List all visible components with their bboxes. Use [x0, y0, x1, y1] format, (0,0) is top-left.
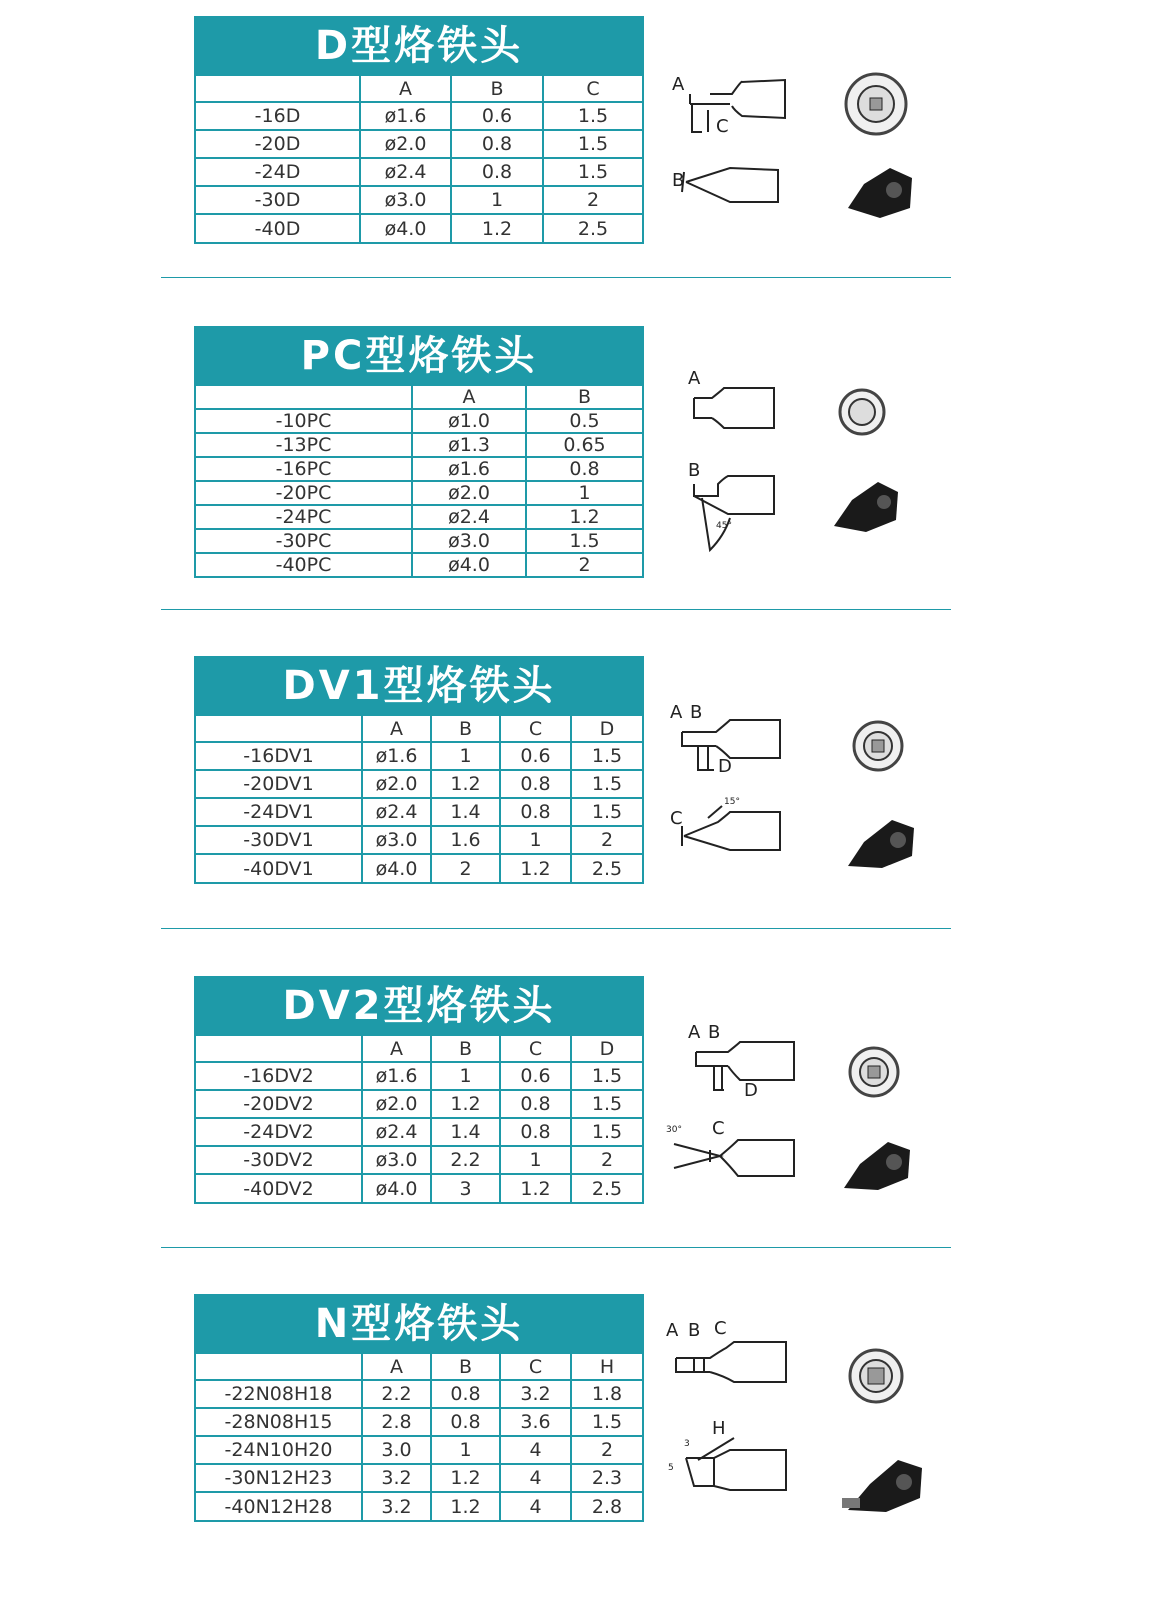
- table-row: [196, 102, 642, 130]
- dimension-table: [196, 384, 642, 576]
- model-cell: -20DV1: [196, 770, 362, 798]
- model-cell: -20PC: [196, 481, 412, 505]
- model-cell: -40DV1: [196, 854, 362, 882]
- diagram-label: B: [688, 1320, 701, 1341]
- value-cell: 3.0: [362, 1436, 431, 1464]
- value-cell: 1.2: [500, 854, 571, 882]
- value-cell: 3.2: [362, 1464, 431, 1492]
- header-cell: B: [526, 385, 642, 409]
- value-cell: ø2.4: [360, 158, 451, 186]
- model-cell: -40D: [196, 214, 360, 242]
- header-cell: [196, 75, 360, 102]
- header-cell: A: [362, 715, 431, 742]
- value-cell: 2: [571, 826, 642, 854]
- header-cell: A: [362, 1353, 431, 1380]
- tip-photo: [826, 376, 906, 536]
- header-cell: [196, 385, 412, 409]
- value-cell: 1.5: [526, 529, 642, 553]
- model-cell: -40DV2: [196, 1174, 362, 1202]
- dimension-table: [196, 74, 642, 242]
- value-cell: 4: [500, 1436, 571, 1464]
- table-row: [196, 409, 642, 433]
- value-cell: 1: [431, 742, 500, 770]
- value-cell: 1: [431, 1062, 500, 1090]
- model-cell: -28N08H15: [196, 1408, 362, 1436]
- diagram-label: D: [744, 1080, 758, 1101]
- model-cell: -24N10H20: [196, 1436, 362, 1464]
- angle-label: 15°: [724, 797, 740, 807]
- header-cell: C: [500, 715, 571, 742]
- value-cell: ø3.0: [362, 1146, 431, 1174]
- table-row: [196, 1492, 642, 1520]
- table-row: [196, 1380, 642, 1408]
- value-cell: ø1.6: [360, 102, 451, 130]
- table-row: [196, 798, 642, 826]
- table-row: [196, 826, 642, 854]
- tip-dimension-drawing: [666, 1020, 816, 1200]
- table-row: [196, 553, 642, 576]
- value-cell: 2.2: [362, 1380, 431, 1408]
- table-row: [196, 158, 642, 186]
- value-cell: ø4.0: [412, 553, 526, 576]
- diagram-label: B: [690, 702, 703, 723]
- tip-dimension-drawing: [678, 366, 798, 556]
- value-cell: 0.65: [526, 433, 642, 457]
- value-cell: ø3.0: [362, 826, 431, 854]
- table-row: [196, 457, 642, 481]
- spec-table-pc: [194, 326, 644, 578]
- model-cell: -30DV1: [196, 826, 362, 854]
- spec-table-dv1: [194, 656, 644, 884]
- value-cell: 3.2: [500, 1380, 571, 1408]
- value-cell: 1.8: [571, 1380, 642, 1408]
- value-cell: 1.5: [571, 1118, 642, 1146]
- value-cell: 3.2: [362, 1492, 431, 1520]
- value-cell: 1: [526, 481, 642, 505]
- diagram-label: C: [670, 808, 683, 829]
- model-cell: -16DV1: [196, 742, 362, 770]
- model-cell: -20DV2: [196, 1090, 362, 1118]
- section-title: D型烙铁头: [196, 18, 642, 74]
- header-cell: B: [451, 75, 543, 102]
- model-cell: -30PC: [196, 529, 412, 553]
- value-cell: 1: [451, 186, 543, 214]
- section-divider: [161, 277, 951, 278]
- value-cell: 1.2: [431, 1090, 500, 1118]
- section-title: PC型烙铁头: [196, 328, 642, 384]
- value-cell: 1.2: [500, 1174, 571, 1202]
- value-cell: 1.5: [571, 1408, 642, 1436]
- header-cell: D: [571, 1035, 642, 1062]
- table-row: [196, 1090, 642, 1118]
- model-cell: -16PC: [196, 457, 412, 481]
- diagram-label: 5: [668, 1463, 674, 1473]
- section-title: N型烙铁头: [196, 1296, 642, 1352]
- table-header-row: [196, 715, 642, 742]
- value-cell: 1.5: [571, 742, 642, 770]
- table-row: [196, 1464, 642, 1492]
- header-cell: A: [360, 75, 451, 102]
- spec-table-n: [194, 1294, 644, 1522]
- table-row: [196, 742, 642, 770]
- value-cell: 0.8: [431, 1408, 500, 1436]
- value-cell: 1: [500, 826, 571, 854]
- header-cell: [196, 715, 362, 742]
- value-cell: ø2.0: [362, 1090, 431, 1118]
- model-cell: -30DV2: [196, 1146, 362, 1174]
- value-cell: 2.8: [362, 1408, 431, 1436]
- model-cell: -24DV1: [196, 798, 362, 826]
- diagram-label: B: [672, 170, 685, 191]
- value-cell: 3.6: [500, 1408, 571, 1436]
- model-cell: -16D: [196, 102, 360, 130]
- value-cell: 1.2: [431, 1464, 500, 1492]
- table-row: [196, 1436, 642, 1464]
- table-header-row: [196, 385, 642, 409]
- model-cell: -30D: [196, 186, 360, 214]
- angle-label: 45°: [716, 521, 732, 531]
- value-cell: 1.5: [571, 1090, 642, 1118]
- diagram-label: A: [670, 702, 683, 723]
- header-cell: H: [571, 1353, 642, 1380]
- model-cell: -24D: [196, 158, 360, 186]
- section-divider: [161, 609, 951, 610]
- dimension-table: [196, 714, 642, 882]
- value-cell: ø2.4: [362, 798, 431, 826]
- value-cell: 1: [500, 1146, 571, 1174]
- table-header-row: [196, 1353, 642, 1380]
- value-cell: 2: [571, 1146, 642, 1174]
- header-cell: A: [362, 1035, 431, 1062]
- table-row: [196, 1118, 642, 1146]
- value-cell: 2.3: [571, 1464, 642, 1492]
- table-row: [196, 1408, 642, 1436]
- angle-label: 30°: [666, 1125, 682, 1135]
- section-divider: [161, 928, 951, 929]
- tip-photo: [842, 716, 922, 876]
- value-cell: 0.8: [451, 130, 543, 158]
- diagram-label: A: [688, 1022, 701, 1043]
- value-cell: 2: [543, 186, 642, 214]
- value-cell: 0.8: [451, 158, 543, 186]
- tip-photo: [840, 1340, 930, 1520]
- value-cell: 2.8: [571, 1492, 642, 1520]
- value-cell: ø3.0: [412, 529, 526, 553]
- tip-dimension-drawing: [664, 1310, 814, 1510]
- diagram-label: H: [712, 1418, 726, 1439]
- model-cell: -24DV2: [196, 1118, 362, 1146]
- table-header-row: [196, 1035, 642, 1062]
- value-cell: ø2.0: [360, 130, 451, 158]
- tip-photo: [838, 1036, 918, 1196]
- diagram-label: C: [714, 1318, 727, 1339]
- table-row: [196, 1146, 642, 1174]
- table-row: [196, 130, 642, 158]
- table-row: [196, 854, 642, 882]
- table-row: [196, 505, 642, 529]
- model-cell: -40N12H28: [196, 1492, 362, 1520]
- model-cell: -40PC: [196, 553, 412, 576]
- value-cell: 1.5: [571, 1062, 642, 1090]
- section-title: DV1型烙铁头: [196, 658, 642, 714]
- value-cell: 3: [431, 1174, 500, 1202]
- value-cell: 0.8: [500, 798, 571, 826]
- value-cell: 2: [431, 854, 500, 882]
- diagram-label: A: [688, 368, 701, 389]
- value-cell: ø4.0: [362, 1174, 431, 1202]
- table-row: [196, 1062, 642, 1090]
- value-cell: 2: [571, 1436, 642, 1464]
- value-cell: ø2.0: [412, 481, 526, 505]
- value-cell: 2.5: [571, 1174, 642, 1202]
- value-cell: 2: [526, 553, 642, 576]
- value-cell: ø1.6: [412, 457, 526, 481]
- value-cell: ø1.0: [412, 409, 526, 433]
- value-cell: 2.5: [543, 214, 642, 242]
- value-cell: 2.5: [571, 854, 642, 882]
- value-cell: 0.6: [451, 102, 543, 130]
- value-cell: ø3.0: [360, 186, 451, 214]
- model-cell: -30N12H23: [196, 1464, 362, 1492]
- spec-table-d: [194, 16, 644, 244]
- table-row: [196, 529, 642, 553]
- header-cell: C: [500, 1353, 571, 1380]
- header-cell: C: [543, 75, 642, 102]
- diagram-label: D: [718, 756, 732, 777]
- value-cell: ø2.0: [362, 770, 431, 798]
- value-cell: ø4.0: [362, 854, 431, 882]
- value-cell: 0.8: [500, 770, 571, 798]
- diagram-label: C: [712, 1118, 725, 1139]
- value-cell: ø1.3: [412, 433, 526, 457]
- header-cell: [196, 1353, 362, 1380]
- dimension-table: [196, 1352, 642, 1520]
- value-cell: 1.5: [571, 770, 642, 798]
- tip-dimension-drawing: [670, 62, 810, 232]
- value-cell: ø1.6: [362, 742, 431, 770]
- value-cell: 4: [500, 1464, 571, 1492]
- value-cell: 1.2: [431, 1492, 500, 1520]
- value-cell: 0.6: [500, 1062, 571, 1090]
- value-cell: 0.8: [500, 1118, 571, 1146]
- value-cell: 4: [500, 1492, 571, 1520]
- value-cell: 1.5: [543, 130, 642, 158]
- value-cell: 0.8: [526, 457, 642, 481]
- value-cell: 1.5: [571, 798, 642, 826]
- header-cell: [196, 1035, 362, 1062]
- tip-dimension-drawing: [668, 700, 808, 880]
- value-cell: ø2.4: [412, 505, 526, 529]
- value-cell: 1.2: [431, 770, 500, 798]
- table-row: [196, 481, 642, 505]
- table-row: [196, 770, 642, 798]
- table-row: [196, 186, 642, 214]
- header-cell: B: [431, 1035, 500, 1062]
- diagram-label: B: [708, 1022, 721, 1043]
- model-cell: -16DV2: [196, 1062, 362, 1090]
- value-cell: 1: [431, 1436, 500, 1464]
- value-cell: 0.5: [526, 409, 642, 433]
- diagram-label: B: [688, 460, 701, 481]
- table-row: [196, 214, 642, 242]
- header-cell: A: [412, 385, 526, 409]
- model-cell: -20D: [196, 130, 360, 158]
- model-cell: -22N08H18: [196, 1380, 362, 1408]
- table-row: [196, 1174, 642, 1202]
- table-row: [196, 433, 642, 457]
- value-cell: 1.6: [431, 826, 500, 854]
- value-cell: ø1.6: [362, 1062, 431, 1090]
- value-cell: ø4.0: [360, 214, 451, 242]
- header-cell: C: [500, 1035, 571, 1062]
- value-cell: 1.2: [451, 214, 543, 242]
- spec-table-dv2: [194, 976, 644, 1204]
- diagram-label: A: [672, 74, 685, 95]
- header-cell: B: [431, 1353, 500, 1380]
- value-cell: 1.2: [526, 505, 642, 529]
- diagram-label: 3: [684, 1439, 690, 1449]
- value-cell: 1.5: [543, 102, 642, 130]
- header-cell: D: [571, 715, 642, 742]
- value-cell: 1.4: [431, 1118, 500, 1146]
- value-cell: 1.5: [543, 158, 642, 186]
- value-cell: 1.4: [431, 798, 500, 826]
- model-cell: -13PC: [196, 433, 412, 457]
- model-cell: -10PC: [196, 409, 412, 433]
- diagram-label: A: [666, 1320, 679, 1341]
- dimension-table: [196, 1034, 642, 1202]
- value-cell: 0.8: [500, 1090, 571, 1118]
- model-cell: -24PC: [196, 505, 412, 529]
- value-cell: ø2.4: [362, 1118, 431, 1146]
- value-cell: 0.8: [431, 1380, 500, 1408]
- value-cell: 0.6: [500, 742, 571, 770]
- section-title: DV2型烙铁头: [196, 978, 642, 1034]
- section-divider: [161, 1247, 951, 1248]
- header-cell: B: [431, 715, 500, 742]
- tip-photo: [840, 68, 920, 228]
- diagram-label: C: [716, 116, 729, 137]
- table-header-row: [196, 75, 642, 102]
- value-cell: 2.2: [431, 1146, 500, 1174]
